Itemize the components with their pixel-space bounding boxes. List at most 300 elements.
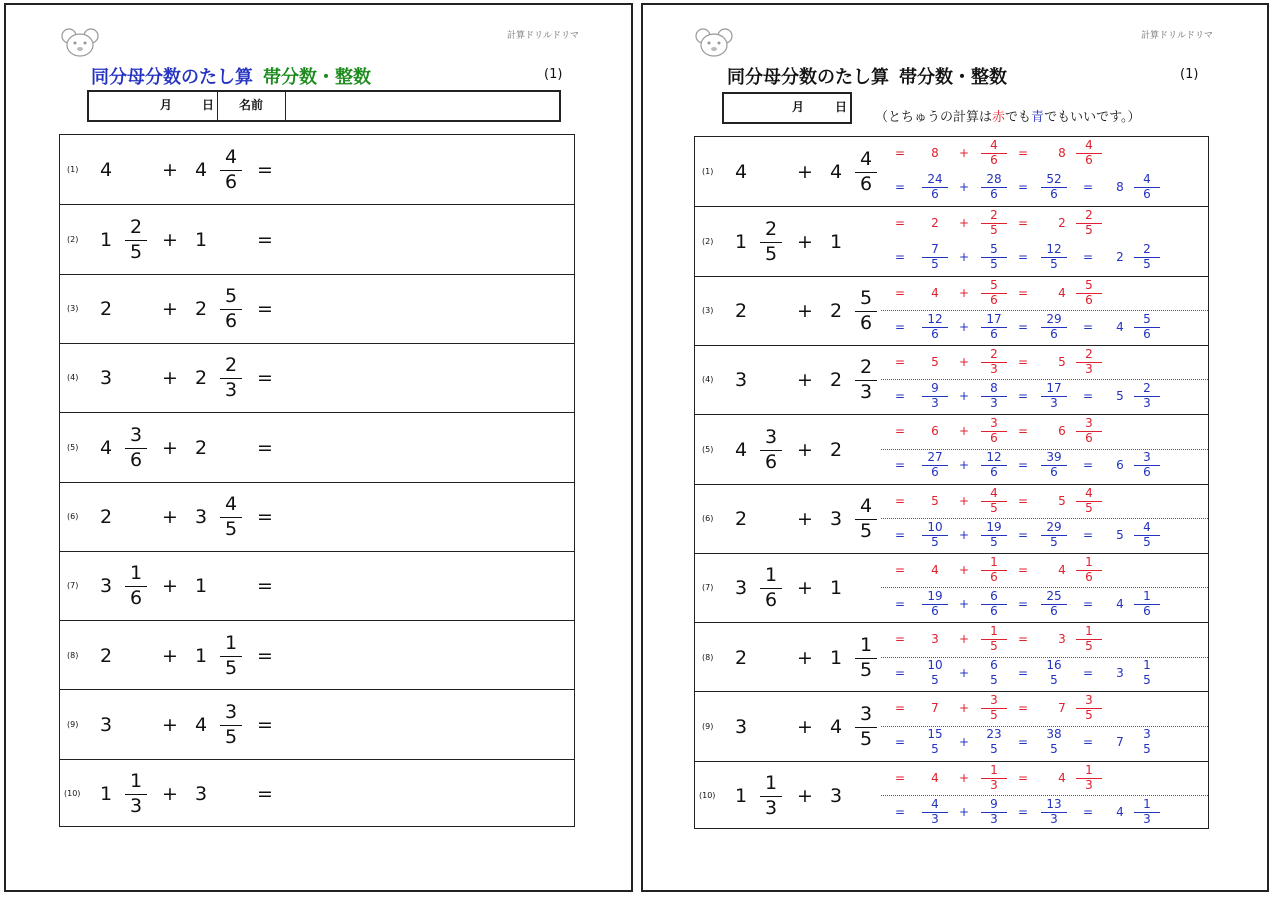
denominator: 5: [1050, 673, 1058, 688]
first-whole: 3: [99, 713, 113, 736]
equals-sign: =: [1082, 804, 1094, 819]
mouse-logo-icon: [60, 26, 100, 58]
numerator: 1: [1143, 796, 1151, 811]
denominator: 3: [931, 395, 939, 410]
denominator: 6: [990, 569, 998, 584]
fraction: [124, 216, 148, 264]
small-fraction: [1076, 208, 1102, 238]
problem-row: [60, 759, 574, 829]
numerator: 3: [990, 693, 998, 708]
plus-sign: +: [958, 250, 970, 265]
equals-sign: =: [1082, 388, 1094, 403]
first-whole: 2: [734, 508, 748, 530]
denominator: 6: [224, 170, 238, 193]
small-fraction: [1076, 416, 1102, 446]
first-whole: 4: [734, 438, 748, 461]
small-fraction: [981, 416, 1007, 446]
numerator: 2: [1143, 242, 1151, 257]
first-whole: 3: [99, 575, 113, 598]
small-fraction: [1076, 763, 1102, 793]
small-fraction: [1076, 624, 1102, 654]
plus-sign: +: [162, 367, 178, 390]
plus-sign: +: [958, 388, 970, 403]
first-whole: 4: [99, 436, 113, 459]
small-fraction: [922, 727, 948, 757]
numerator: 3: [224, 700, 238, 723]
step-whole: 6: [931, 424, 939, 439]
denominator: 6: [931, 603, 939, 618]
numerator: 17: [1046, 380, 1062, 395]
equals-sign: =: [894, 596, 906, 611]
denominator: 3: [931, 811, 939, 826]
equals-sign: =: [1082, 458, 1094, 473]
equals-sign: =: [257, 298, 273, 321]
fraction: [854, 495, 878, 543]
numerator: 6: [990, 588, 998, 603]
plus-sign: +: [958, 666, 970, 681]
denominator: 6: [129, 448, 143, 471]
numerator: 2: [224, 354, 238, 377]
problem-row: [60, 343, 574, 413]
plus-sign: +: [797, 715, 813, 738]
equals-sign: =: [1017, 527, 1029, 542]
second-whole: 2: [194, 436, 208, 459]
small-fraction: [1076, 278, 1102, 308]
denominator: 5: [224, 725, 238, 748]
plus-sign: +: [958, 493, 970, 508]
numerator: 3: [129, 423, 143, 446]
fraction: [124, 424, 148, 472]
equals-sign: =: [1017, 562, 1029, 577]
denominator: 6: [990, 153, 998, 167]
equals-sign: =: [1082, 180, 1094, 194]
small-fraction: [1076, 486, 1102, 516]
denominator: 5: [224, 656, 238, 679]
answer-row: [695, 553, 1208, 623]
equals-sign: =: [894, 770, 906, 785]
numerator: 9: [990, 796, 998, 811]
denominator: 5: [990, 257, 998, 272]
fraction: [854, 287, 878, 335]
denominator: 6: [1050, 603, 1058, 618]
problem-number: (6): [702, 514, 714, 523]
fraction: [219, 701, 243, 749]
problem-row: [60, 482, 574, 552]
fraction: [854, 703, 878, 751]
second-whole: 3: [194, 506, 208, 528]
step-whole: 7: [931, 701, 939, 716]
numerator: 25: [1046, 588, 1062, 603]
denominator: 5: [764, 242, 778, 265]
numerator: 1: [129, 562, 143, 585]
problem-sheet: [4, 3, 633, 892]
plus-sign: +: [958, 216, 970, 231]
small-fraction: [1134, 172, 1160, 202]
problem-number: (6): [67, 512, 79, 521]
plus-sign: +: [162, 298, 178, 321]
denominator: 5: [129, 240, 143, 263]
problem-number: (8): [702, 652, 714, 662]
instruction-note: （とちゅうの計算は赤でも青でもいいです。）: [875, 110, 1141, 125]
denominator: 3: [990, 811, 998, 826]
denominator: 3: [764, 797, 778, 820]
step-whole: 5: [1058, 354, 1066, 369]
small-fraction: [1041, 658, 1067, 688]
small-fraction: [981, 242, 1007, 272]
plus-sign: +: [958, 701, 970, 716]
equals-sign: =: [1017, 250, 1029, 265]
step-whole: 4: [1058, 562, 1066, 577]
denominator: 6: [1085, 569, 1093, 584]
equals-sign: =: [257, 506, 273, 528]
small-fraction: [922, 312, 948, 342]
second-whole: 1: [829, 577, 843, 600]
equals-sign: =: [1082, 735, 1094, 750]
problem-number: (1): [702, 166, 714, 176]
equals-sign: =: [1017, 493, 1029, 508]
numerator: 19: [986, 519, 1002, 534]
denominator: 3: [224, 379, 238, 402]
fraction: [759, 772, 783, 820]
numerator: 3: [990, 416, 998, 431]
equals-sign: =: [894, 388, 906, 403]
answer-row: [695, 761, 1208, 831]
denominator: 5: [1143, 257, 1151, 272]
second-whole: 1: [194, 228, 208, 251]
answer-whole: 7: [1116, 735, 1124, 750]
numerator: 4: [990, 485, 998, 500]
denominator: 3: [129, 795, 143, 818]
numerator: 12: [927, 311, 943, 326]
small-fraction: [981, 450, 1007, 480]
step-whole: 4: [931, 285, 939, 300]
numerator: 1: [764, 772, 778, 795]
numerator: 39: [1046, 450, 1062, 465]
numerator: 29: [1046, 311, 1062, 326]
numerator: 38: [1046, 727, 1062, 742]
small-fraction: [1076, 138, 1102, 168]
denominator: 5: [1143, 534, 1151, 549]
denominator: 3: [1085, 777, 1093, 792]
plus-sign: +: [162, 158, 178, 181]
plus-sign: +: [797, 160, 813, 183]
denominator: 6: [1143, 326, 1151, 341]
numerator: 5: [1143, 311, 1151, 326]
numerator: 5: [224, 285, 238, 308]
second-whole: 1: [829, 230, 843, 253]
small-fraction: [981, 555, 1007, 585]
problem-row: [60, 412, 574, 482]
numerator: 1: [764, 564, 778, 587]
plus-sign: +: [162, 713, 178, 736]
step-whole: 5: [931, 354, 939, 369]
small-fraction: [1134, 312, 1160, 342]
step-whole: 5: [1058, 493, 1066, 508]
numerator: 4: [1143, 519, 1151, 534]
step-whole: 2: [1058, 216, 1066, 231]
first-whole: 2: [99, 506, 113, 528]
second-whole: 2: [829, 438, 843, 461]
problem-row: [60, 620, 574, 690]
plus-sign: +: [797, 785, 813, 808]
denominator: 6: [931, 187, 939, 201]
numerator: 5: [1085, 277, 1093, 292]
numerator: 8: [990, 380, 998, 395]
small-fraction: [981, 727, 1007, 757]
equals-sign: =: [257, 367, 273, 390]
problem-number: (7): [67, 581, 79, 591]
small-fraction: [981, 520, 1007, 550]
denominator: 5: [1143, 673, 1151, 688]
numerator: 2: [1143, 380, 1151, 395]
numerator: 15: [927, 727, 943, 742]
step-whole: 4: [1058, 285, 1066, 300]
denominator: 6: [1050, 465, 1058, 480]
denominator: 6: [1143, 465, 1151, 480]
small-fraction: [922, 589, 948, 619]
equals-sign: =: [257, 783, 273, 806]
equals-sign: =: [1082, 250, 1094, 265]
equals-sign: =: [257, 228, 273, 251]
small-fraction: [922, 797, 948, 827]
fraction: [219, 285, 243, 333]
plus-sign: +: [958, 527, 970, 542]
plus-sign: +: [958, 596, 970, 611]
denominator: 5: [990, 673, 998, 688]
first-whole: 1: [734, 230, 748, 253]
answer-table: [694, 136, 1209, 829]
denominator: 6: [931, 326, 939, 341]
denominator: 6: [1143, 603, 1151, 618]
small-fraction: [1134, 797, 1160, 827]
plus-sign: +: [797, 646, 813, 669]
second-whole: 2: [194, 298, 208, 321]
first-whole: 1: [734, 785, 748, 808]
plus-sign: +: [162, 644, 178, 667]
equals-sign: =: [894, 632, 906, 647]
problem-number: (8): [67, 650, 79, 660]
numerator: 17: [986, 311, 1002, 326]
small-fraction: [922, 172, 948, 202]
numerator: 4: [859, 495, 873, 517]
plus-sign: +: [958, 458, 970, 473]
equals-sign: =: [257, 713, 273, 736]
small-fraction: [981, 278, 1007, 308]
small-fraction: [1041, 312, 1067, 342]
fraction: [124, 562, 148, 610]
denominator: 3: [1143, 395, 1151, 410]
day-label: 日: [835, 100, 848, 114]
numerator: 1: [1085, 624, 1093, 639]
equals-sign: =: [1017, 146, 1029, 160]
equals-sign: =: [894, 527, 906, 542]
page-title: [727, 63, 1007, 89]
fraction: [759, 426, 783, 474]
denominator: 5: [990, 223, 998, 238]
equals-sign: =: [257, 575, 273, 598]
equals-sign: =: [1017, 804, 1029, 819]
denominator: 6: [990, 603, 998, 618]
answer-sheet: [641, 3, 1269, 892]
plus-sign: +: [162, 436, 178, 459]
equals-sign: =: [894, 701, 906, 716]
numerator: 3: [859, 702, 873, 725]
numerator: 4: [1085, 138, 1093, 152]
numerator: 1: [129, 770, 143, 793]
equals-sign: =: [894, 804, 906, 819]
denominator: 6: [1050, 187, 1058, 201]
numerator: 4: [1143, 172, 1151, 186]
equals-sign: =: [1082, 527, 1094, 542]
step-whole: 8: [931, 146, 939, 160]
problem-number: (2): [702, 236, 714, 246]
equals-sign: =: [1082, 666, 1094, 681]
denominator: 3: [1050, 811, 1058, 826]
denominator: 3: [1085, 361, 1093, 376]
mouse-logo-icon: [694, 26, 734, 58]
problem-number: (10): [64, 789, 81, 799]
problem-number: (10): [699, 791, 716, 801]
numerator: 12: [986, 450, 1002, 465]
second-whole: 2: [829, 369, 843, 392]
answer-whole: 8: [1116, 180, 1124, 194]
equals-sign: =: [894, 319, 906, 334]
equals-sign: =: [894, 285, 906, 300]
second-whole: 3: [194, 783, 208, 806]
plus-sign: +: [162, 575, 178, 598]
numerator: 1: [224, 631, 238, 654]
denominator: 6: [990, 465, 998, 480]
numerator: 12: [1046, 242, 1062, 257]
numerator: 1: [1085, 762, 1093, 777]
name-date-box[interactable]: [87, 90, 561, 122]
second-whole: 3: [829, 785, 843, 808]
small-fraction: [1041, 520, 1067, 550]
plus-sign: +: [797, 230, 813, 253]
equals-sign: =: [894, 562, 906, 577]
equals-sign: =: [257, 644, 273, 667]
problem-number: (9): [702, 721, 714, 731]
numerator: 4: [990, 138, 998, 152]
equals-sign: =: [1017, 285, 1029, 300]
problem-number: (3): [702, 306, 714, 316]
numerator: 16: [1046, 658, 1062, 673]
problem-number: (9): [67, 719, 79, 729]
denominator: 5: [990, 500, 998, 515]
denominator: 5: [1143, 742, 1151, 757]
numerator: 1: [990, 554, 998, 569]
small-fraction: [922, 520, 948, 550]
first-whole: 1: [99, 228, 113, 251]
numerator: 2: [129, 215, 143, 238]
step-whole: 7: [1058, 701, 1066, 716]
numerator: 3: [764, 425, 778, 448]
page-number: (1): [544, 67, 563, 82]
answer-row: [695, 345, 1208, 415]
plus-sign: +: [958, 804, 970, 819]
denominator: 5: [859, 727, 873, 750]
denominator: 3: [1143, 811, 1151, 826]
small-fraction: [1076, 555, 1102, 585]
small-fraction: [981, 763, 1007, 793]
first-whole: 4: [99, 158, 113, 181]
small-fraction: [922, 242, 948, 272]
denominator: 3: [990, 777, 998, 792]
denominator: 5: [1085, 708, 1093, 723]
denominator: 5: [1050, 257, 1058, 272]
small-fraction: [981, 658, 1007, 688]
title-sub: 帯分数・整数: [263, 67, 371, 88]
small-fraction: [1041, 589, 1067, 619]
numerator: 29: [1046, 519, 1062, 534]
small-fraction: [981, 312, 1007, 342]
denominator: 6: [990, 292, 998, 307]
month-label: 月: [160, 98, 173, 112]
equals-sign: =: [894, 250, 906, 265]
answer-whole: 5: [1116, 388, 1124, 403]
small-fraction: [981, 589, 1007, 619]
fraction: [854, 356, 878, 404]
small-fraction: [1041, 381, 1067, 411]
date-box[interactable]: [722, 92, 852, 124]
denominator: 6: [990, 326, 998, 341]
small-fraction: [981, 138, 1007, 168]
small-fraction: [981, 381, 1007, 411]
problem-number: (2): [67, 234, 79, 244]
problem-number: (4): [702, 375, 714, 385]
denominator: 5: [931, 742, 939, 757]
problem-row: [60, 689, 574, 759]
small-fraction: [981, 693, 1007, 723]
small-fraction: [1134, 589, 1160, 619]
plus-sign: +: [958, 562, 970, 577]
denominator: 5: [224, 518, 238, 540]
brand-label: 計算ドリルドリマ: [1141, 31, 1213, 41]
answer-row: [695, 691, 1208, 761]
note-red-word: 赤: [992, 110, 1006, 125]
plus-sign: +: [797, 438, 813, 461]
first-whole: 3: [734, 715, 748, 738]
small-fraction: [1041, 727, 1067, 757]
first-whole: 3: [734, 369, 748, 392]
small-fraction: [1041, 242, 1067, 272]
equals-sign: =: [1017, 632, 1029, 647]
small-fraction: [1134, 658, 1160, 688]
problem-row: [60, 135, 574, 204]
problem-number: (1): [67, 164, 79, 174]
answer-whole: 4: [1116, 596, 1124, 611]
denominator: 6: [1050, 326, 1058, 341]
numerator: 13: [1046, 796, 1062, 811]
answer-whole: 4: [1116, 804, 1124, 819]
fraction: [219, 632, 243, 680]
second-whole: 2: [829, 300, 843, 323]
small-fraction: [1134, 381, 1160, 411]
step-whole: 4: [931, 562, 939, 577]
denominator: 5: [990, 639, 998, 654]
denominator: 6: [1085, 431, 1093, 446]
denominator: 6: [764, 450, 778, 473]
small-fraction: [981, 624, 1007, 654]
numerator: 1: [990, 762, 998, 777]
equals-sign: =: [1017, 596, 1029, 611]
equals-sign: =: [894, 354, 906, 369]
name-label: 名前: [239, 98, 264, 112]
equals-sign: =: [1017, 388, 1029, 403]
denominator: 5: [931, 534, 939, 549]
numerator: 1: [1143, 588, 1151, 603]
equals-sign: =: [1017, 354, 1029, 369]
